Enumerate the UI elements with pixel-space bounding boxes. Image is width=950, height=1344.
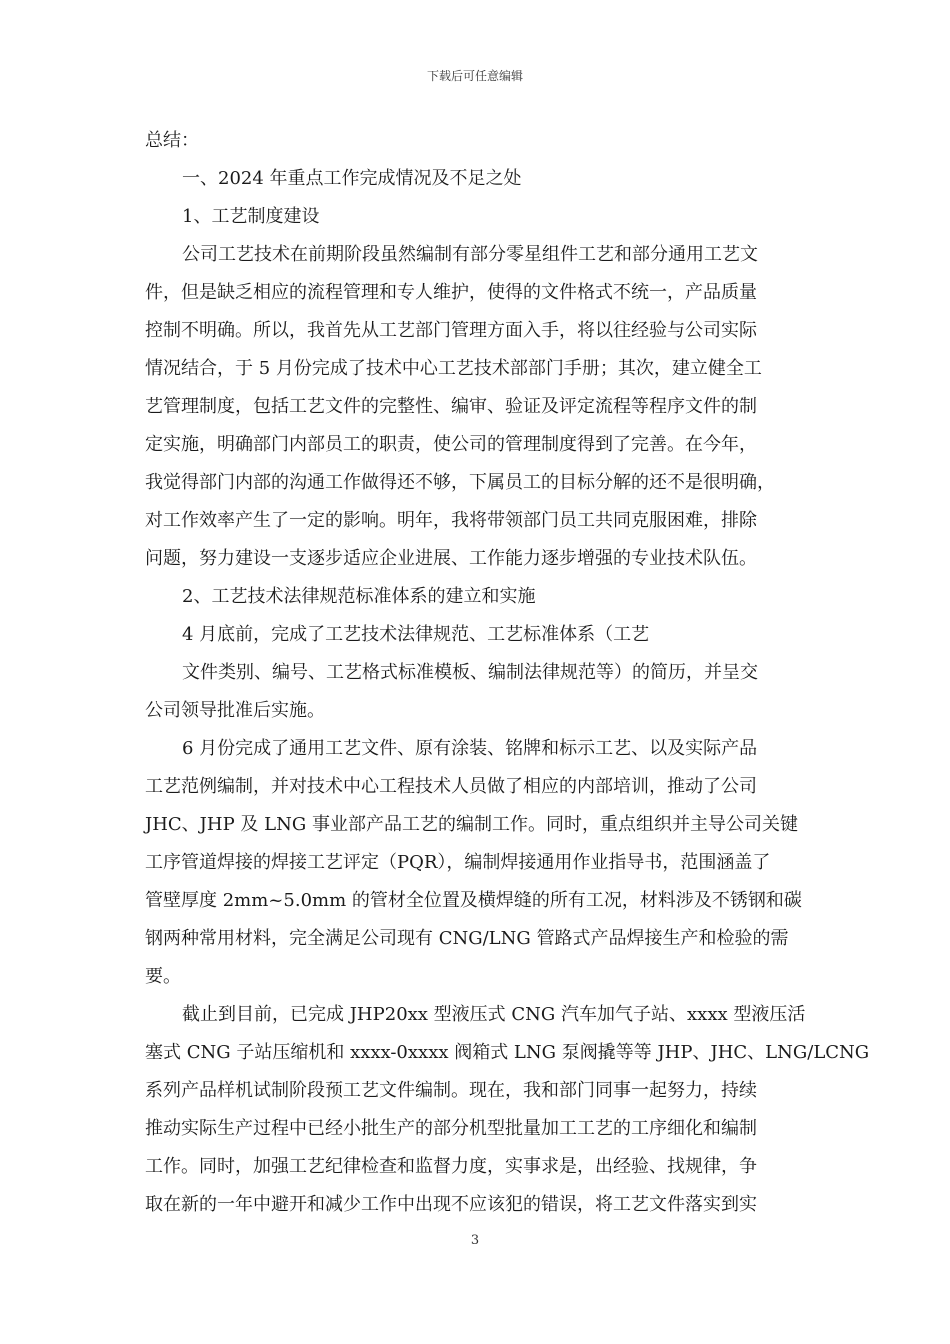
paragraph-line: 公司工艺技术在前期阶段虽然编制有部分零星组件工艺和部分通用工艺文 <box>182 244 758 265</box>
paragraph-line: 管壁厚度 2mm~5.0mm 的管材全位置及横焊缝的所有工况，材料涉及不锈钢和碳 <box>145 890 802 911</box>
heading-level-2: 2、工艺技术法律规范标准体系的建立和实施 <box>182 586 536 607</box>
paragraph-line: 件，但是缺乏相应的流程管理和专人维护，使得的文件格式不统一，产品质量 <box>145 282 757 303</box>
paragraph-line: 要。 <box>145 966 181 987</box>
paragraph-line: 6 月份完成了通用工艺文件、原有涂装、铭牌和标示工艺、以及实际产品 <box>182 738 758 759</box>
document-body <box>145 122 870 1224</box>
page-number: 3 <box>470 1233 480 1248</box>
paragraph-line: 情况结合，于 5 月份完成了技术中心工艺技术部部门手册；其次，建立健全工 <box>145 358 762 379</box>
paragraph-line: 塞式 CNG 子站压缩机和 xxxx-0xxxx 阀箱式 LNG 泵阀撬等等 JHP、JHC、LNG/LCNG <box>145 1042 870 1063</box>
paragraph-line: 公司领导批准后实施。 <box>145 700 325 721</box>
paragraph-line: 控制不明确。所以，我首先从工艺部门管理方面入手，将以往经验与公司实际 <box>145 320 757 341</box>
paragraph-line: 对工作效率产生了一定的影响。明年，我将带领部门员工共同克服困难，排除 <box>145 510 757 531</box>
paragraph-line: 我觉得部门内部的沟通工作做得还不够，下属员工的目标分解的还不是很明确， <box>145 472 775 493</box>
paragraph-line: 截止到目前，已完成 JHP20xx 型液压式 CNG 汽车加气子站、xxxx 型液压活 <box>182 1004 806 1025</box>
paragraph-line: 钢两种常用材料，完全满足公司现有 CNG/LNG 管路式产品焊接生产和检验的需 <box>145 928 789 949</box>
paragraph-line: 工作。同时，加强工艺纪律检查和监督力度，实事求是，出经验、找规律，争 <box>145 1156 757 1177</box>
page-header: 下载后可任意编辑 <box>426 69 523 83</box>
paragraph-line: 工序管道焊接的焊接工艺评定（PQR），编制焊接通用作业指导书，范围涵盖了 <box>145 852 771 873</box>
section-title: 总结： <box>145 130 199 151</box>
paragraph-line: 文件类别、编号、工艺格式标准模板、编制法律规范等）的简历，并呈交 <box>182 662 758 683</box>
paragraph-line: 系列产品样机试制阶段预工艺文件编制。现在，我和部门同事一起努力，持续 <box>145 1080 757 1101</box>
paragraph-line: 问题，努力建设一支逐步适应企业进展、工作能力逐步增强的专业技术队伍。 <box>145 548 757 569</box>
paragraph-line: 取在新的一年中避开和减少工作中出现不应该犯的错误，将工艺文件落实到实 <box>145 1194 757 1215</box>
paragraph-line: 艺管理制度，包括工艺文件的完整性、编审、验证及评定流程等程序文件的制 <box>145 396 757 417</box>
heading-level-2: 1、工艺制度建设 <box>182 206 320 227</box>
paragraph-line: 工艺范例编制，并对技术中心工程技术人员做了相应的内部培训，推动了公司 <box>145 776 757 797</box>
paragraph-line: 定实施，明确部门内部员工的职责，使公司的管理制度得到了完善。在今年， <box>145 434 757 455</box>
paragraph-line: JHC、JHP 及 LNG 事业部产品工艺的编制工作。同时，重点组织并主导公司关键 <box>145 814 798 835</box>
heading-level-1: 一、2024 年重点工作完成情况及不足之处 <box>182 168 522 189</box>
paragraph-line: 4 月底前，完成了工艺技术法律规范、工艺标准体系（工艺 <box>182 624 650 645</box>
paragraph-line: 推动实际生产过程中已经小批生产的部分机型批量加工工艺的工序细化和编制 <box>145 1118 757 1139</box>
